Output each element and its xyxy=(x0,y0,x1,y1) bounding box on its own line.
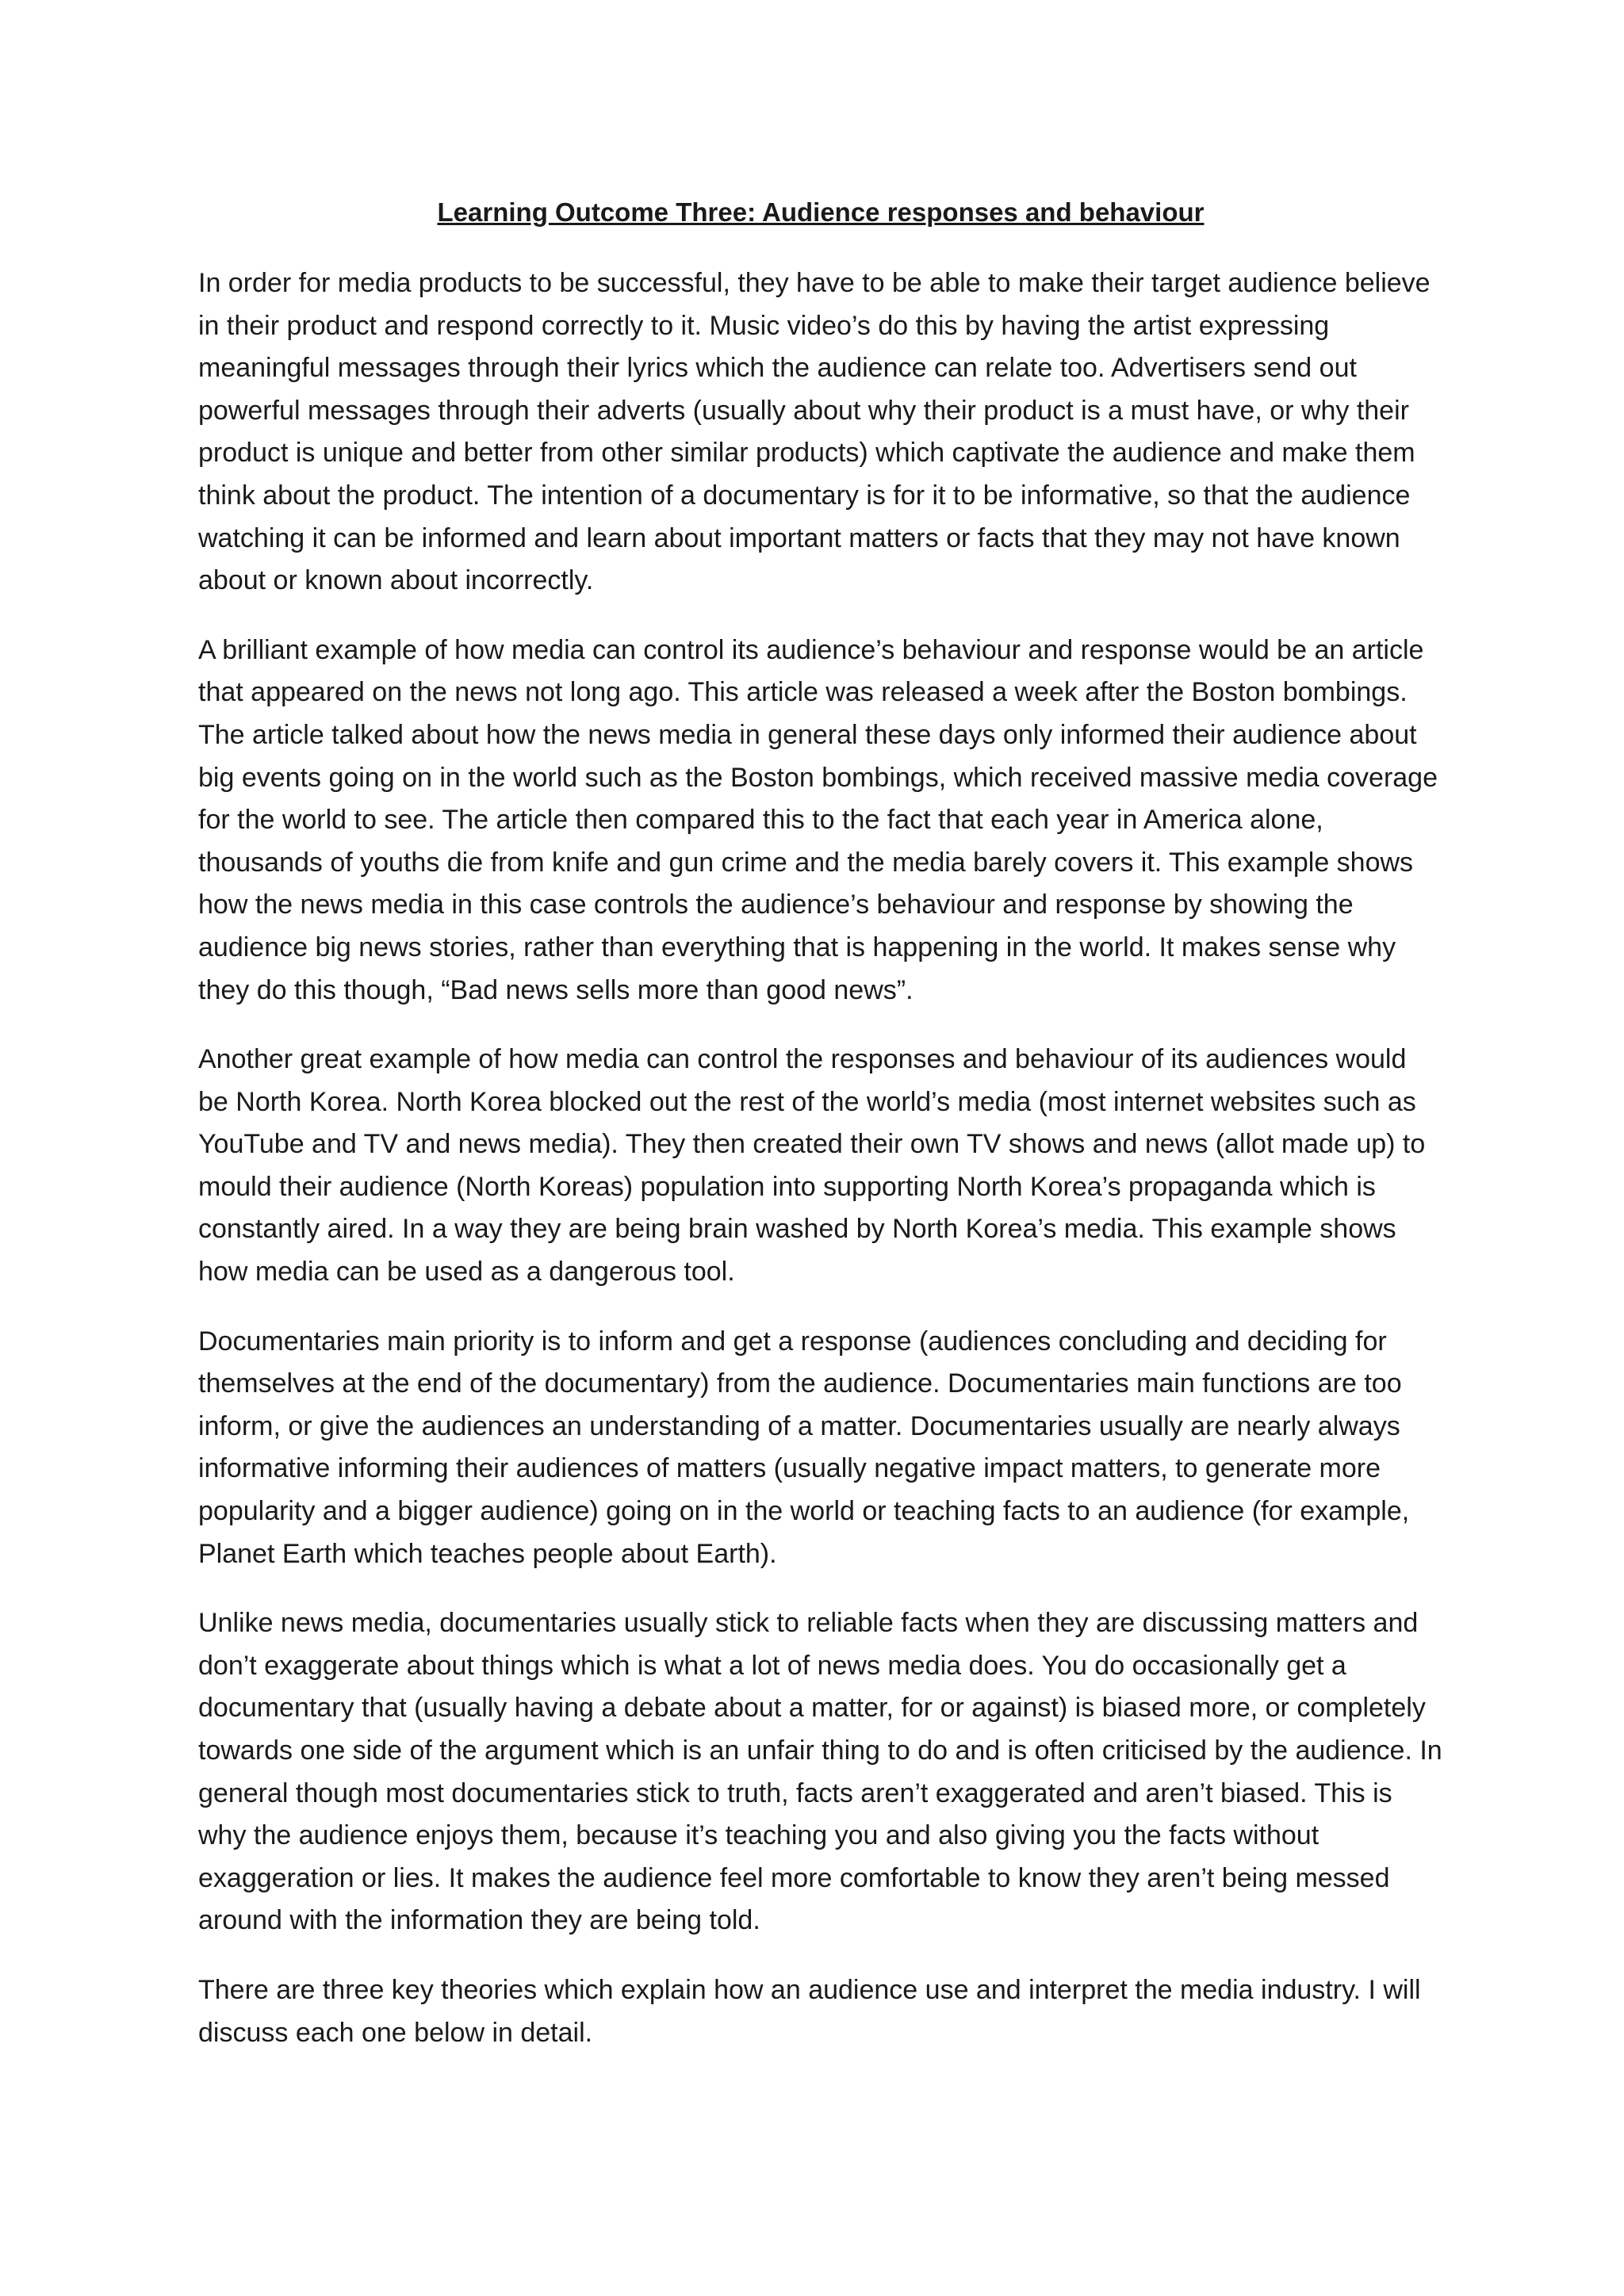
paragraph-documentaries-facts: Unlike news media, documentaries usually stick to reliable facts when they are discussing matters and don’t exaggerate about things which is what a lot of news media does. You do occasionally get a documentary that (usually having a debate about a matter, for or against) is biased more, or completely towards one side of the argument which is an unfair thing to do and is often criticised by the audience. In general though most documentaries stick to truth, facts aren’t exaggerated and aren’t biased. This is why the audience enjoys them, because it’s teaching you and also giving you the facts without exaggeration or lies. It makes the audience feel more comfortable to know they aren’t being messed around with the information they are being told. xyxy=(198,1608,1442,1936)
paragraph-north-korea: Another great example of how media can control the responses and behaviour of its audiences would be North Korea. North Korea blocked out the rest of the world’s media (most internet websites such as YouTube and TV and news media). They then created their own TV shows and news (allot made up) to mould their audience (North Koreas) population into supporting North Korea’s propaganda which is constantly aired. In a way they are being brain washed by North Korea’s media. This example shows how media can be used as a dangerous tool. xyxy=(198,1044,1426,1288)
paragraph-media-success: In order for media products to be successful, they have to be able to make their target audience believe in their product and respond correctly to it. Music video’s do this by having the artist expressing meaningful messages through their lyrics which the audience can relate too. Advertisers send out powerful messages through their adverts (usually about why their product is a must have, or why their product is unique and better from other similar products) which captivate the audience and make them think about the product. The intention of a documentary is for it to be informative, so that the audience watching it can be informed and learn about important matters or facts that they may not have known about or known about incorrectly. xyxy=(198,268,1431,596)
document-title: Learning Outcome Three: Audience responses and behaviour xyxy=(437,197,1205,227)
paragraph-three-theories: There are three key theories which explain how an audience use and interpret the media industry. I will discuss each one below in detail. xyxy=(198,1974,1421,2048)
document-body xyxy=(198,194,1443,2081)
paragraph-boston-article: A brilliant example of how media can control its audience’s behaviour and response would be an article that appeared on the news not long ago. This article was released a week after the Boston bombings. The article talked about how the news media in general these days only informed their audience about big events going on in the world such as the Boston bombings, which received massive media coverage for the world to see. The article then compared this to the fact that each year in America alone, thousands of youths die from knife and gun crime and the media barely covers it. This example shows how the news media in this case controls the audience’s behaviour and response by showing the audience big news stories, rather than everything that is happening in the world. It makes sense why they do this though, “Bad news sells more than good news”. xyxy=(198,634,1438,1005)
paragraph-documentaries-priority: Documentaries main priority is to inform and get a response (audiences concluding and deciding for themselves at the end of the documentary) from the audience. Documentaries main functions are too inform, or give the audiences an understanding of a matter. Documentaries usually are nearly always informative informing their audiences of matters (usually negative impact matters, to generate more popularity and a bigger audience) going on in the world or teaching facts to an audience (for example, Planet Earth which teaches people about Earth). xyxy=(198,1326,1410,1569)
